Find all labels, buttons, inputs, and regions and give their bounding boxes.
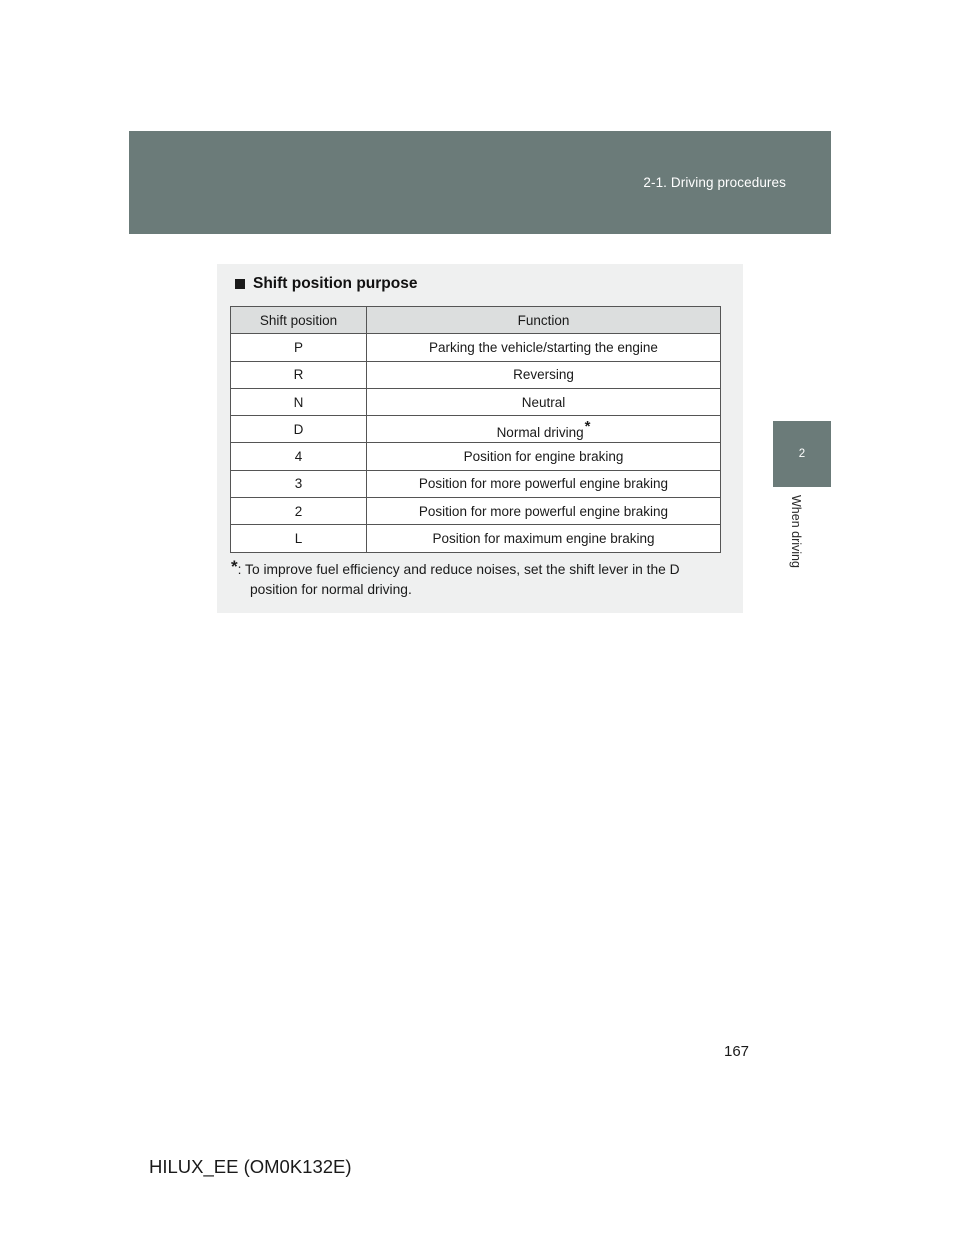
- shift-position-cell: R: [231, 361, 367, 388]
- table-row: [231, 470, 721, 497]
- header-band: [129, 131, 831, 234]
- square-bullet-icon: [235, 279, 245, 289]
- footnote-marker: *: [584, 418, 591, 436]
- table-row: [231, 361, 721, 388]
- function-cell: Reversing: [367, 361, 721, 388]
- section-header: 2-1. Driving procedures: [643, 175, 786, 190]
- section-title-text: Shift position purpose: [253, 275, 418, 292]
- shift-position-cell: 4: [231, 443, 367, 470]
- shift-position-cell: P: [231, 334, 367, 361]
- section-title: [235, 275, 417, 293]
- shift-position-cell: 3: [231, 470, 367, 497]
- chapter-tab: [773, 421, 831, 487]
- table-header-row: [231, 307, 721, 334]
- table-row: [231, 498, 721, 525]
- function-cell: Position for maximum engine braking: [367, 525, 721, 552]
- header-shift-position: Shift position: [231, 307, 367, 334]
- function-cell: Position for more powerful engine braking: [367, 498, 721, 525]
- shift-position-cell: D: [231, 416, 367, 443]
- chapter-label: When driving: [789, 495, 803, 568]
- header-function: Function: [367, 307, 721, 334]
- shift-position-cell: L: [231, 525, 367, 552]
- footnote: [231, 557, 723, 600]
- footnote-text-1: : To improve fuel efficiency and reduce noises, set the shift lever in the D: [237, 562, 680, 577]
- table-row: [231, 525, 721, 552]
- page-number: 167: [724, 1043, 750, 1060]
- function-cell: Parking the vehicle/starting the engine: [367, 334, 721, 361]
- document-code: HILUX_EE (OM0K132E): [149, 1156, 352, 1177]
- function-cell: Position for engine braking: [367, 443, 721, 470]
- shift-position-cell: 2: [231, 498, 367, 525]
- info-panel: [217, 264, 743, 613]
- shift-position-cell: N: [231, 388, 367, 415]
- function-cell: [367, 416, 721, 443]
- function-cell: Position for more powerful engine braking: [367, 470, 721, 497]
- function-cell: Neutral: [367, 388, 721, 415]
- shift-position-table: [230, 306, 721, 553]
- footnote-line-1: [231, 557, 723, 580]
- table-row: [231, 388, 721, 415]
- chapter-number: 2: [798, 448, 806, 460]
- table-row: [231, 334, 721, 361]
- table-row: [231, 416, 721, 443]
- table-row: [231, 443, 721, 470]
- function-text: Normal driving: [496, 425, 584, 441]
- footnote-star: *: [231, 557, 238, 576]
- footnote-line-2: position for normal driving.: [250, 582, 412, 597]
